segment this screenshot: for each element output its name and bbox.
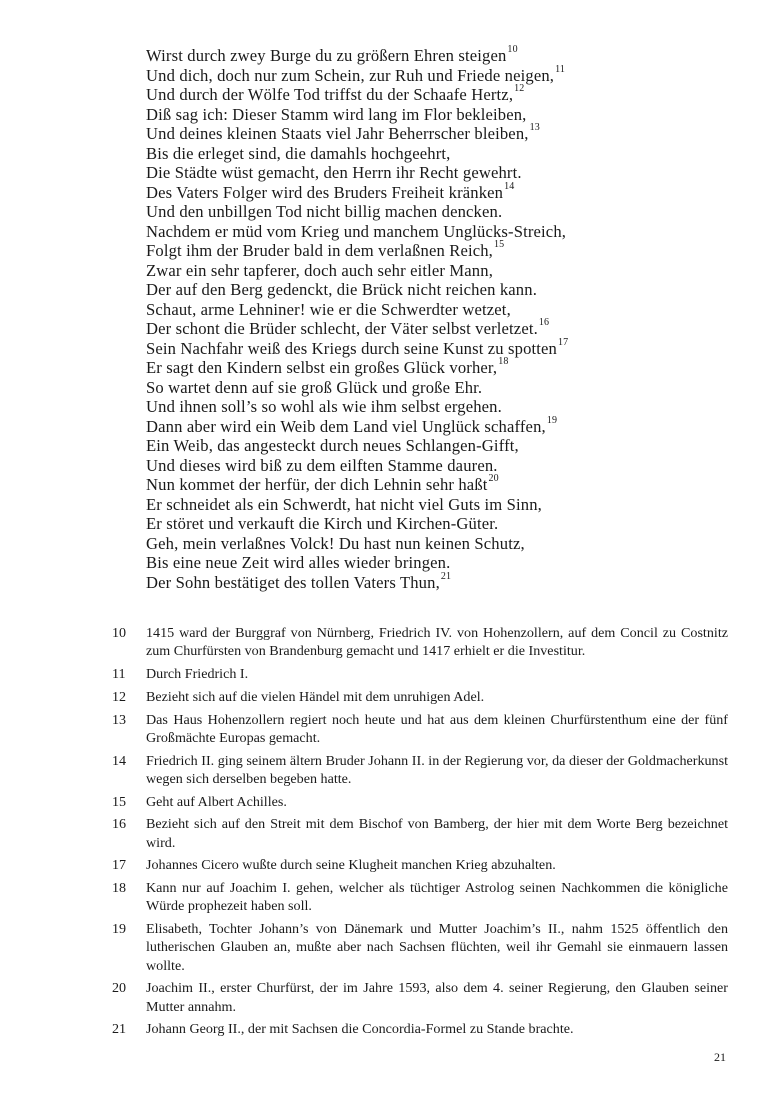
poem-block [146, 46, 736, 592]
footnote-text: Johannes Cicero wußte durch seine Klugheit manchen Krieg abzuhalten. [146, 857, 556, 874]
footnote-number: 21 [112, 1021, 127, 1038]
footnote [112, 856, 728, 874]
verse-line [146, 222, 736, 242]
verse-line [146, 46, 736, 66]
verse-line [146, 456, 736, 476]
footnote-text: 1415 ward der Burggraf von Nürnberg, Friedrich IV. von Hohenzollern, auf dem Concil zu Costnitz zum Churfürsten von Brandenburg gemacht und 1417 erhielt er die Investitur. [146, 625, 728, 660]
footnote-number: 20 [112, 980, 127, 997]
verse-line [146, 180, 736, 203]
verse-line [146, 241, 736, 261]
verse-text: Er sagt den Kindern selbst ein großes Glück vorher, [146, 358, 498, 377]
footnote-number: 10 [112, 625, 127, 641]
verse-text: Und den unbillgen Tod nicht billig machen dencken. [146, 202, 503, 221]
verse-text: Des Vaters Folger wird des Bruders Freiheit kränken [146, 182, 504, 202]
footnote-number: 12 [112, 688, 127, 705]
verse-text: Und ihnen soll’s so wohl als wie ihm selbst ergehen. [146, 397, 502, 416]
verse-line [146, 105, 736, 125]
footnote-number: 16 [112, 816, 127, 833]
footnote [112, 793, 728, 811]
footnote-number: 18 [112, 880, 127, 897]
footnote-number: 15 [112, 793, 127, 810]
footnote-marker: 18 [498, 356, 509, 368]
verse-line [146, 553, 736, 573]
verse-text: Diß sag ich: Dieser Stamm wird lang im Flor bekleiben, [146, 104, 527, 124]
footnote-text: Das Haus Hohenzollern regiert noch heute und hat aus dem kleinen Churfürstenthum eine der fünf Großmächte Europas gemacht. [146, 711, 728, 746]
verse-text: Und dich, doch nur zum Schein, zur Ruh und Friede neigen, [146, 65, 555, 85]
footnote-text: Bezieht sich auf den Streit mit dem Bischof von Bamberg, der hier mit dem Worte Berg bezeichnet wird. [146, 816, 728, 851]
verse-text: Folgt ihm der Bruder bald in dem verlaßnen Reich, [146, 241, 493, 260]
verse-line [146, 495, 736, 515]
verse-line [146, 534, 736, 554]
footnote [112, 624, 728, 660]
verse-text: Nachdem er müd vom Krieg und manchem Unglücks-Streich, [146, 221, 567, 241]
verse-text: Ein Weib, das angesteckt durch neues Schlangen-Gifft, [146, 436, 519, 455]
footnote [112, 979, 728, 1015]
verse-line [146, 475, 736, 495]
footnote-number: 11 [112, 666, 126, 682]
verse-line [146, 378, 736, 398]
footnote [112, 920, 728, 975]
verse-line [146, 163, 736, 183]
verse-text: So wartet denn auf sie groß Glück und große Ehr. [146, 377, 483, 397]
footnote-text: Elisabeth, Tochter Johann’s von Dänemark und Mutter Joachim’s II., nahm 1525 öffentlich den lutherischen Glauben an, mußte aber nach Sachsen flüchten, weil ihr Gemahl sie einmauern lassen wollte. [146, 921, 728, 974]
verse-text: Schaut, arme Lehniner! wie er die Schwerdter wetzet, [146, 299, 511, 319]
footnote [112, 879, 728, 915]
footnote-number: 14 [112, 752, 127, 769]
footnote-marker: 13 [529, 122, 540, 134]
verse-line [146, 397, 736, 417]
verse-text: Und deines kleinen Staats viel Jahr Beherrscher bleiben, [146, 124, 529, 143]
verse-text: Die Städte wüst gemacht, den Herrn ihr Recht gewehrt. [146, 163, 522, 182]
verse-line [146, 436, 736, 456]
footnotes-block [112, 624, 728, 1043]
footnote-marker: 16 [538, 317, 550, 329]
footnote [112, 752, 728, 788]
verse-line [146, 414, 736, 437]
footnote-text: Kann nur auf Joachim I. gehen, welcher als tüchtiger Astrolog seinen Nachkommen die königliche Würde prophezeit haben soll. [146, 880, 728, 915]
verse-text: Der schont die Brüder schlecht, der Väter selbst verletzet. [146, 319, 538, 338]
footnote-number: 17 [112, 857, 127, 874]
verse-line [146, 124, 736, 144]
verse-line [146, 358, 736, 378]
verse-text: Bis die erleget sind, die damahls hochgeehrt, [146, 143, 451, 163]
footnote-text: Durch Friedrich I. [146, 666, 249, 682]
verse-line [146, 202, 736, 222]
footnote-number: 13 [112, 711, 127, 728]
verse-line [146, 319, 736, 339]
footnote-text: Bezieht sich auf die vielen Händel mit dem unruhigen Adel. [146, 688, 485, 705]
footnote-text: Johann Georg II., der mit Sachsen die Concordia-Formel zu Stande brachte. [146, 1021, 574, 1038]
footnote-marker: 10 [507, 44, 518, 56]
footnote-text: Joachim II., erster Churfürst, der im Jahre 1593, also dem 4. seiner Regierung, den Glauben seiner Mutter annahm. [146, 980, 728, 1015]
verse-text: Der auf den Berg gedenckt, die Brück nicht reichen kann. [146, 280, 537, 299]
footnote-marker: 12 [514, 83, 525, 95]
verse-text: Der Sohn bestätiget des tollen Vaters Thun, [146, 572, 440, 592]
verse-line [146, 336, 736, 359]
verse-text: Zwar ein sehr tapferer, doch auch sehr eitler Mann, [146, 260, 494, 280]
verse-text: Bis eine neue Zeit wird alles wieder bringen. [146, 553, 451, 572]
verse-text: Wirst durch zwey Burge du zu größern Ehren steigen [146, 46, 507, 65]
verse-line [146, 514, 736, 534]
footnote-number: 19 [112, 921, 127, 938]
verse-text: Geh, mein verlaßnes Volck! Du hast nun keinen Schutz, [146, 533, 525, 553]
footnote-marker: 21 [440, 570, 452, 582]
footnote-marker: 20 [488, 473, 499, 485]
verse-line [146, 85, 736, 105]
verse-line [146, 144, 736, 164]
verse-line [146, 261, 736, 281]
footnote [112, 688, 728, 706]
verse-text: Und dieses wird biß zu dem eilften Stamme dauren. [146, 455, 498, 475]
footnote [112, 815, 728, 851]
verse-text: Nun kommet der herfür, der dich Lehnin sehr haßt [146, 475, 488, 494]
verse-line [146, 63, 736, 86]
footnote-marker: 19 [546, 414, 558, 426]
footnote-marker: 17 [558, 336, 569, 348]
verse-text: Er schneidet als ein Schwerdt, hat nicht viel Guts im Sinn, [146, 494, 542, 514]
page-number: 21 [714, 1050, 726, 1064]
verse-text: Und durch der Wölfe Tod triffst du der Schaafe Hertz, [146, 85, 514, 104]
footnote-text: Friedrich II. ging seinem ältern Bruder Johann II. in der Regierung vor, da dieser der Goldmacherkunst wegen sich derselben begeben hatte. [146, 752, 728, 787]
verse-text: Sein Nachfahr weiß des Kriegs durch seine Kunst zu spotten [146, 338, 557, 358]
verse-text: Dann aber wird ein Weib dem Land viel Unglück schaffen, [146, 416, 546, 436]
verse-text: Er störet und verkauft die Kirch und Kirchen-Güter. [146, 514, 499, 533]
footnote-marker: 11 [555, 63, 566, 75]
footnote-marker: 14 [504, 180, 515, 192]
footnote [112, 665, 728, 683]
verse-line [146, 570, 736, 593]
footnote-marker: 15 [493, 239, 505, 251]
verse-line [146, 300, 736, 320]
footnote-text: Geht auf Albert Achilles. [146, 793, 287, 810]
verse-line [146, 280, 736, 300]
footnote [112, 711, 728, 747]
footnote [112, 1020, 728, 1038]
